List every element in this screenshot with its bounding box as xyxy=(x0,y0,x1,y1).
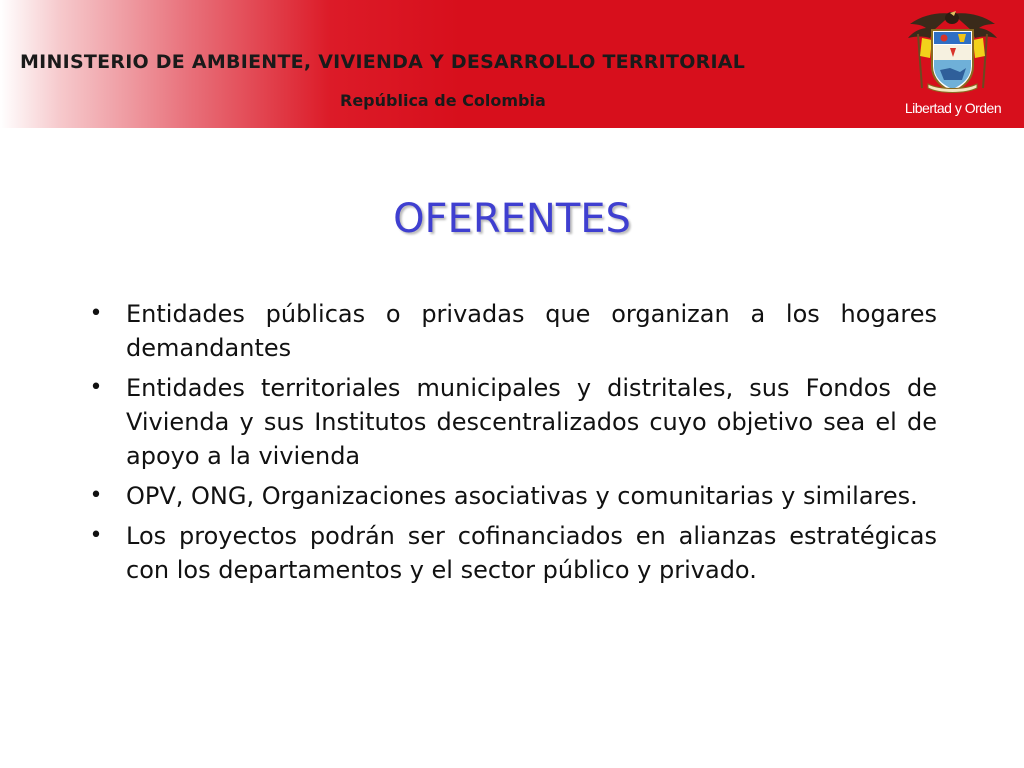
bullet-text: OPV, ONG, Organizaciones asociativas y comunitarias y similares. xyxy=(126,482,918,510)
bullet-item xyxy=(86,519,937,587)
slide-title: OFERENTES xyxy=(393,196,631,242)
bullet-text: Entidades territoriales municipales y distritales, sus Fondos de Vivienda y sus Institutos descentralizados cuyo objetivo sea el de apoyo a la vivienda xyxy=(126,374,937,470)
bullet-item xyxy=(86,371,937,473)
bullet-dot-icon: • xyxy=(89,375,103,400)
colombia-coat-of-arms-icon xyxy=(900,8,1005,96)
bullet-text: Los proyectos podrán ser cofinanciados en alianzas estratégicas con los departamentos y el sector público y privado. xyxy=(126,522,937,584)
ministry-name: MINISTERIO DE AMBIENTE, VIVIENDA Y DESARROLLO TERRITORIAL xyxy=(20,51,746,73)
bullet-text: Entidades públicas o privadas que organizan a los hogares demandantes xyxy=(126,300,937,362)
bullet-item xyxy=(86,479,937,513)
bullet-list xyxy=(86,297,937,593)
bullet-dot-icon: • xyxy=(89,301,103,326)
republic-name: República de Colombia xyxy=(340,91,546,110)
bullet-dot-icon: • xyxy=(89,483,103,508)
bullet-dot-icon: • xyxy=(89,523,103,548)
bullet-item xyxy=(86,297,937,365)
header-banner xyxy=(0,0,1024,128)
motto-label: Libertad y Orden xyxy=(904,100,1002,116)
